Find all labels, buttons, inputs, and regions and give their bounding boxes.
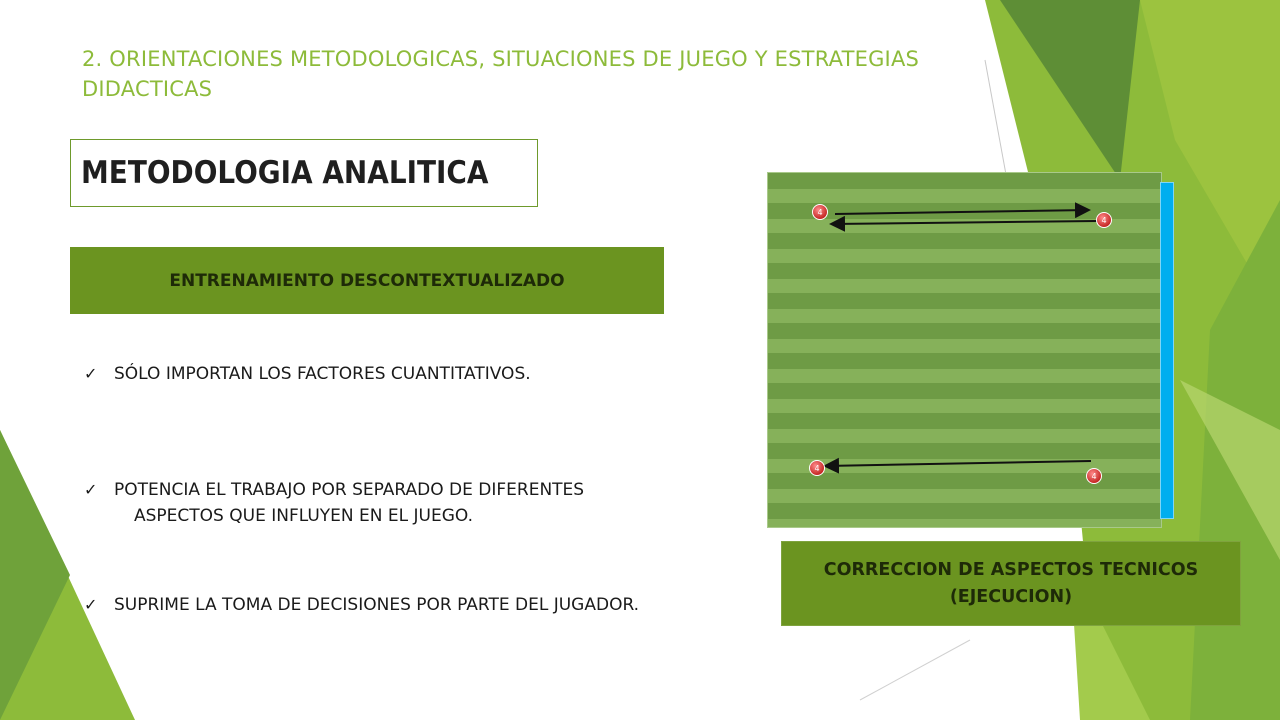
checkmark-icon: ✓	[84, 364, 98, 383]
slide-title: 2. ORIENTACIONES METODOLOGICAS, SITUACIONES DE JUEGO Y ESTRATEGIAS DIDACTICAS	[82, 47, 920, 101]
player-marker-icon	[1087, 469, 1102, 484]
bullet-text: SÓLO IMPORTAN LOS FACTORES CUANTITATIVOS.	[114, 364, 531, 384]
pass-arrow	[835, 210, 1089, 214]
player-number: 4	[1101, 216, 1107, 225]
pitch-sideline-bar	[1160, 182, 1174, 519]
bullet-text-continued: ASPECTOS QUE INFLUYEN EN EL JUEGO.	[134, 506, 473, 526]
correction-line-1: CORRECCION DE ASPECTOS TECNICOS	[823, 559, 1199, 580]
bullet-text: SUPRIME LA TOMA DE DECISIONES POR PARTE DEL JUGADOR.	[114, 595, 640, 615]
correction-line-2: (EJECUCION)	[949, 586, 1073, 607]
pitch-drill-overlay	[767, 172, 1162, 528]
checkmark-icon: ✓	[84, 480, 98, 499]
pass-arrow	[825, 461, 1091, 466]
player-number: 4	[817, 208, 823, 217]
player-marker-icon	[1097, 213, 1112, 228]
method-heading: METODOLOGIA ANALITICA	[70, 139, 538, 207]
bullet-item	[84, 477, 584, 529]
player-number: 4	[1091, 472, 1097, 481]
player-marker-icon	[810, 461, 825, 476]
player-number: 4	[814, 464, 820, 473]
correction-box	[781, 541, 1241, 626]
bullet-item	[84, 592, 639, 618]
bullet-item	[84, 361, 531, 387]
player-marker-icon	[813, 205, 828, 220]
bullet-text: POTENCIA EL TRABAJO POR SEPARADO DE DIFERENTES	[114, 480, 585, 500]
pass-arrow	[831, 221, 1097, 224]
checkmark-icon: ✓	[84, 595, 98, 614]
training-box: ENTRENAMIENTO DESCONTEXTUALIZADO	[70, 247, 664, 314]
